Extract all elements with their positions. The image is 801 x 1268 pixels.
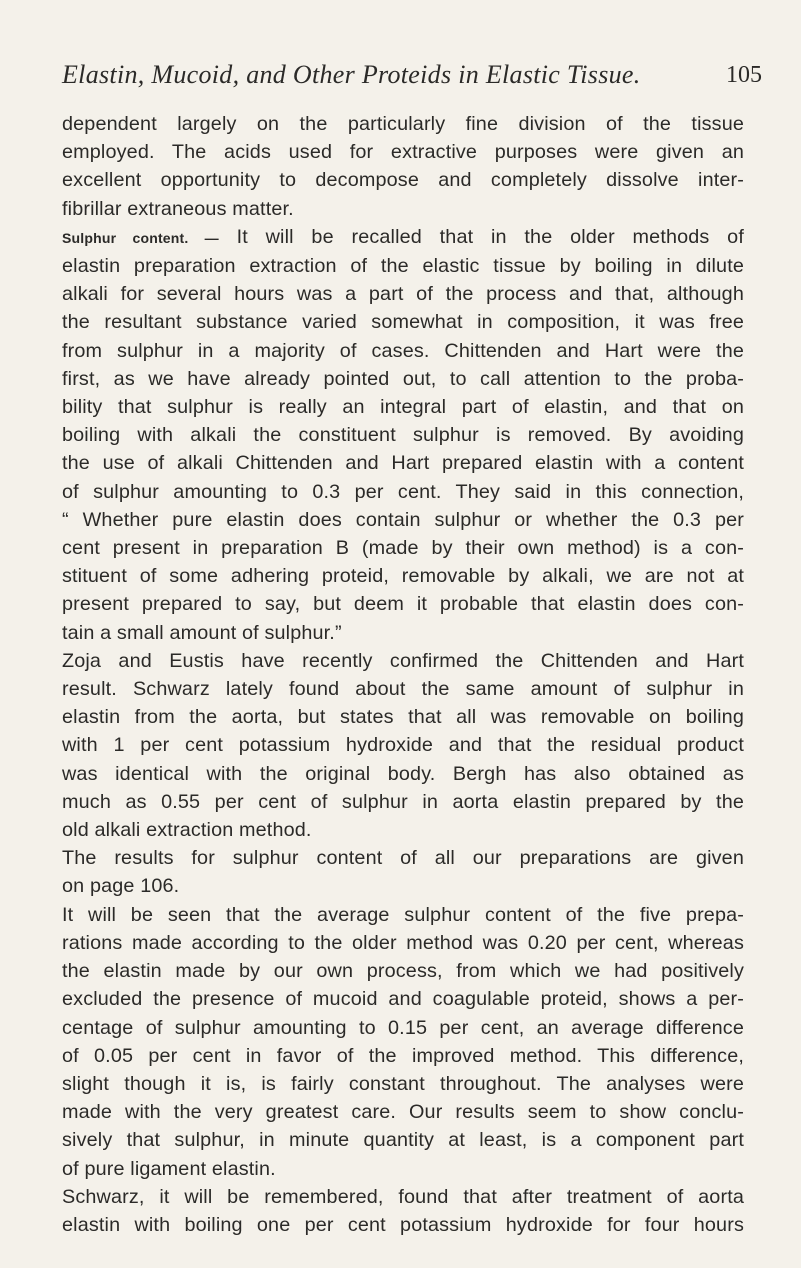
line-text: cent present in preparation B (made by their own method) is a con- [62, 537, 744, 560]
line-text: of pure ligament elastin. [62, 1157, 276, 1180]
text-line [62, 1211, 744, 1239]
line-text: tain a small amount of sulphur.” [62, 621, 342, 644]
text-line [62, 844, 744, 872]
line-text: sively that sulphur, in minute quantity at least, is a component part [62, 1129, 744, 1152]
text-line [62, 478, 744, 506]
text-line [62, 166, 744, 194]
line-text: Schwarz, it will be remembered, found that after treatment of aorta [62, 1185, 744, 1208]
section-sidehead: Sulphur content. — [62, 229, 219, 246]
line-text: old alkali extraction method. [62, 819, 312, 842]
line-text: was identical with the original body. Bergh has also obtained as [62, 762, 744, 785]
text-line [62, 562, 744, 590]
text-line [62, 731, 744, 759]
line-text: first, as we have already pointed out, to call attention to the proba- [62, 367, 744, 390]
running-head [62, 60, 762, 100]
text-line [62, 957, 744, 985]
text-line [62, 365, 744, 393]
text-line [62, 110, 744, 138]
line-text: excellent opportunity to decompose and completely dissolve inter- [62, 169, 744, 192]
text-line [62, 985, 744, 1013]
text-line [62, 195, 744, 223]
text-line [62, 872, 744, 900]
body-text [62, 110, 744, 1239]
line-text: stituent of some adhering proteid, removable by alkali, we are not at [62, 565, 744, 588]
line-text: the elastin made by our own process, from which we had positively [62, 960, 744, 983]
text-line [62, 506, 744, 534]
text-line [62, 1155, 744, 1183]
line-text: dependent largely on the particularly fine division of the tissue [62, 113, 744, 135]
line-text: It will be seen that the average sulphur content of the five prepa- [62, 903, 744, 926]
line-text: from sulphur in a majority of cases. Chittenden and Hart were the [62, 339, 744, 362]
text-line [62, 675, 744, 703]
text-line [62, 1014, 744, 1042]
text-line [62, 1126, 744, 1154]
line-text: It will be recalled that in the older methods of [218, 225, 744, 248]
text-line [62, 816, 744, 844]
text-line [62, 760, 744, 788]
text-line [62, 421, 744, 449]
text-line [62, 1098, 744, 1126]
text-line [62, 223, 744, 252]
line-text: made with the very greatest care. Our results seem to show conclu- [62, 1101, 744, 1124]
running-title: Elastin, Mucoid, and Other Proteids in Elastic Tissue. [62, 60, 641, 89]
line-text: result. Schwarz lately found about the same amount of sulphur in [62, 678, 744, 701]
line-text: elastin from the aorta, but states that all was removable on boiling [62, 706, 744, 729]
line-text: of 0.05 per cent in favor of the improved method. This difference, [62, 1044, 744, 1067]
line-text: Zoja and Eustis have recently confirmed the Chittenden and Hart [62, 649, 744, 672]
line-text: elastin preparation extraction of the elastic tissue by boiling in dilute [62, 255, 744, 278]
line-text: The results for sulphur content of all our preparations are given [62, 847, 744, 870]
text-line [62, 449, 744, 477]
text-line [62, 308, 744, 336]
text-line [62, 138, 744, 166]
line-text: on page 106. [62, 875, 180, 898]
line-text: the use of alkali Chittenden and Hart prepared elastin with a content [62, 452, 744, 475]
text-line [62, 337, 744, 365]
line-text: alkali for several hours was a part of the process and that, although [62, 283, 744, 306]
text-line [62, 534, 744, 562]
text-line [62, 252, 744, 280]
line-text: “ Whether pure elastin does contain sulphur or whether the 0.3 per [62, 508, 744, 531]
text-line [62, 788, 744, 816]
text-line [62, 619, 744, 647]
text-line [62, 1183, 744, 1211]
line-text: employed. The acids used for extractive purposes were given an [62, 141, 744, 164]
line-text: excluded the presence of mucoid and coagulable proteid, shows a per- [62, 988, 744, 1011]
text-line [62, 280, 744, 308]
line-text: centage of sulphur amounting to 0.15 per cent, an average difference [62, 1016, 744, 1039]
text-line [62, 1070, 744, 1098]
text-line [62, 901, 744, 929]
line-text: slight though it is, is fairly constant throughout. The analyses were [62, 1072, 744, 1095]
text-line [62, 393, 744, 421]
text-line [62, 1042, 744, 1070]
line-text: elastin with boiling one per cent potassium hydroxide for four hours [62, 1213, 744, 1236]
text-line [62, 590, 744, 618]
page-number: 105 [726, 62, 762, 88]
line-text: bility that sulphur is really an integral part of elastin, and that on [62, 396, 744, 419]
line-text: boiling with alkali the constituent sulphur is removed. By avoiding [62, 424, 744, 447]
text-line [62, 647, 744, 675]
line-text: rations made according to the older method was 0.20 per cent, whereas [62, 931, 744, 954]
line-text: of sulphur amounting to 0.3 per cent. They said in this connection, [62, 480, 744, 503]
line-text: fibrillar extraneous matter. [62, 197, 294, 220]
line-text: the resultant substance varied somewhat in composition, it was free [62, 311, 744, 334]
line-text: present prepared to say, but deem it probable that elastin does con- [62, 593, 744, 616]
text-line [62, 703, 744, 731]
line-text: with 1 per cent potassium hydroxide and that the residual product [62, 734, 744, 757]
text-line [62, 929, 744, 957]
line-text: much as 0.55 per cent of sulphur in aorta elastin prepared by the [62, 790, 744, 813]
